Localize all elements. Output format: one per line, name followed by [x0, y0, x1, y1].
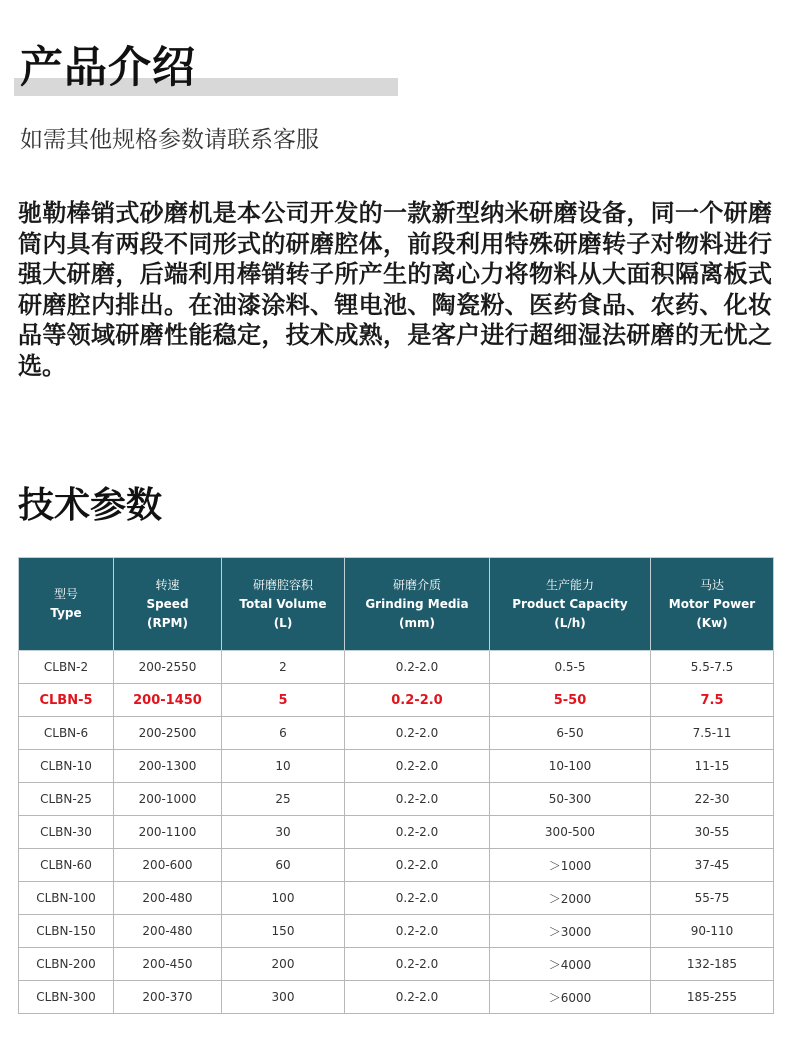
- cell-volume: 100: [222, 882, 345, 915]
- cell-type: CLBN-5: [19, 684, 114, 717]
- cell-motor: 37-45: [651, 849, 774, 882]
- col-header-en: Total Volume: [239, 596, 327, 611]
- cell-motor: 7.5-11: [651, 717, 774, 750]
- cell-type: CLBN-100: [19, 882, 114, 915]
- table-row: [19, 849, 774, 882]
- cell-type: CLBN-30: [19, 816, 114, 849]
- cell-capacity: 6-50: [490, 717, 651, 750]
- cell-motor: 30-55: [651, 816, 774, 849]
- col-header-unit: (mm): [399, 615, 435, 630]
- cell-type: CLBN-150: [19, 915, 114, 948]
- cell-speed: 200-2550: [114, 651, 222, 684]
- col-header-media: [345, 558, 490, 651]
- cell-motor: 11-15: [651, 750, 774, 783]
- contact-note: 如需其他规格参数请联系客服: [20, 127, 319, 153]
- cell-speed: 200-1450: [114, 684, 222, 717]
- cell-speed: 200-1100: [114, 816, 222, 849]
- cell-motor: 90-110: [651, 915, 774, 948]
- cell-type: CLBN-300: [19, 981, 114, 1014]
- col-header-volume: [222, 558, 345, 651]
- table-row: [19, 981, 774, 1014]
- cell-type: CLBN-10: [19, 750, 114, 783]
- cell-speed: 200-1300: [114, 750, 222, 783]
- col-header-unit: (Kw): [696, 615, 728, 630]
- col-header-unit: (RPM): [147, 615, 188, 630]
- table-row: [19, 684, 774, 717]
- cell-capacity: 10-100: [490, 750, 651, 783]
- cell-type: CLBN-60: [19, 849, 114, 882]
- cell-capacity: 0.5-5: [490, 651, 651, 684]
- cell-capacity: ＞6000: [490, 981, 651, 1014]
- cell-motor: 5.5-7.5: [651, 651, 774, 684]
- cell-speed: 200-1000: [114, 783, 222, 816]
- cell-volume: 150: [222, 915, 345, 948]
- cell-type: CLBN-200: [19, 948, 114, 981]
- cell-volume: 300: [222, 981, 345, 1014]
- cell-media: 0.2-2.0: [345, 750, 490, 783]
- col-header-motor: [651, 558, 774, 651]
- cell-motor: 7.5: [651, 684, 774, 717]
- cell-media: 0.2-2.0: [345, 849, 490, 882]
- cell-media: 0.2-2.0: [345, 651, 490, 684]
- cell-speed: 200-480: [114, 915, 222, 948]
- col-header-zh: 研磨腔容积: [252, 577, 313, 592]
- cell-media: 0.2-2.0: [345, 981, 490, 1014]
- table-row: [19, 651, 774, 684]
- cell-capacity: ＞3000: [490, 915, 651, 948]
- col-header-zh: 转速: [155, 577, 180, 592]
- cell-type: CLBN-6: [19, 717, 114, 750]
- col-header-zh: 生产能力: [545, 577, 594, 592]
- table-row: [19, 717, 774, 750]
- cell-speed: 200-480: [114, 882, 222, 915]
- cell-media: 0.2-2.0: [345, 684, 490, 717]
- cell-capacity: 50-300: [490, 783, 651, 816]
- cell-speed: 200-600: [114, 849, 222, 882]
- col-header-unit: (L): [273, 615, 293, 630]
- tech-params-table: [18, 557, 774, 1014]
- cell-volume: 200: [222, 948, 345, 981]
- product-intro-title: 产品介绍: [20, 43, 196, 93]
- cell-motor: 185-255: [651, 981, 774, 1014]
- col-header-unit: (L/h): [554, 615, 586, 630]
- table-row: [19, 915, 774, 948]
- cell-motor: 55-75: [651, 882, 774, 915]
- table-body: [19, 651, 774, 1014]
- cell-media: 0.2-2.0: [345, 948, 490, 981]
- table-row: [19, 783, 774, 816]
- col-header-zh: 马达: [699, 577, 724, 592]
- col-header-en: Type: [50, 606, 82, 620]
- cell-capacity: ＞4000: [490, 948, 651, 981]
- cell-volume: 5: [222, 684, 345, 717]
- col-header-en: Motor Power: [668, 596, 756, 611]
- cell-capacity: ＞1000: [490, 849, 651, 882]
- cell-media: 0.2-2.0: [345, 717, 490, 750]
- cell-type: CLBN-25: [19, 783, 114, 816]
- cell-speed: 200-2500: [114, 717, 222, 750]
- col-header-capacity: [490, 558, 651, 651]
- cell-type: CLBN-2: [19, 651, 114, 684]
- col-header-en: Grinding Media: [365, 596, 469, 611]
- cell-volume: 2: [222, 651, 345, 684]
- cell-speed: 200-450: [114, 948, 222, 981]
- table-row: [19, 816, 774, 849]
- cell-media: 0.2-2.0: [345, 816, 490, 849]
- col-header-zh: 型号: [53, 587, 78, 601]
- table-row: [19, 750, 774, 783]
- product-description: 驰勒棒销式砂磨机是本公司开发的一款新型纳米研磨设备，同一个研磨筒内具有两段不同形式的研磨腔体，前段利用特殊研磨转子对物料进行强大研磨，后端利用棒销转子所产生的离心力将物料从大面积隔离板式研磨腔内排出。在油漆涂料、锂电池、陶瓷粉、医药食品、农药、化妆品等领域研磨性能稳定，技术成熟，是客户进行超细湿法研磨的无忧之选。: [18, 199, 772, 380]
- cell-volume: 6: [222, 717, 345, 750]
- cell-media: 0.2-2.0: [345, 915, 490, 948]
- col-header-en: Speed: [146, 596, 189, 611]
- cell-volume: 10: [222, 750, 345, 783]
- cell-motor: 132-185: [651, 948, 774, 981]
- cell-motor: 22-30: [651, 783, 774, 816]
- cell-capacity: 300-500: [490, 816, 651, 849]
- col-header-en: Product Capacity: [512, 596, 628, 611]
- table-header-row: [19, 558, 774, 651]
- cell-media: 0.2-2.0: [345, 882, 490, 915]
- col-header-zh: 研磨介质: [392, 577, 441, 592]
- cell-capacity: ＞2000: [490, 882, 651, 915]
- table-row: [19, 882, 774, 915]
- cell-speed: 200-370: [114, 981, 222, 1014]
- col-header-type: [19, 558, 114, 651]
- cell-volume: 30: [222, 816, 345, 849]
- col-header-speed: [114, 558, 222, 651]
- cell-capacity: 5-50: [490, 684, 651, 717]
- cell-volume: 60: [222, 849, 345, 882]
- cell-media: 0.2-2.0: [345, 783, 490, 816]
- table-row: [19, 948, 774, 981]
- cell-volume: 25: [222, 783, 345, 816]
- tech-params-title: 技术参数: [18, 485, 163, 526]
